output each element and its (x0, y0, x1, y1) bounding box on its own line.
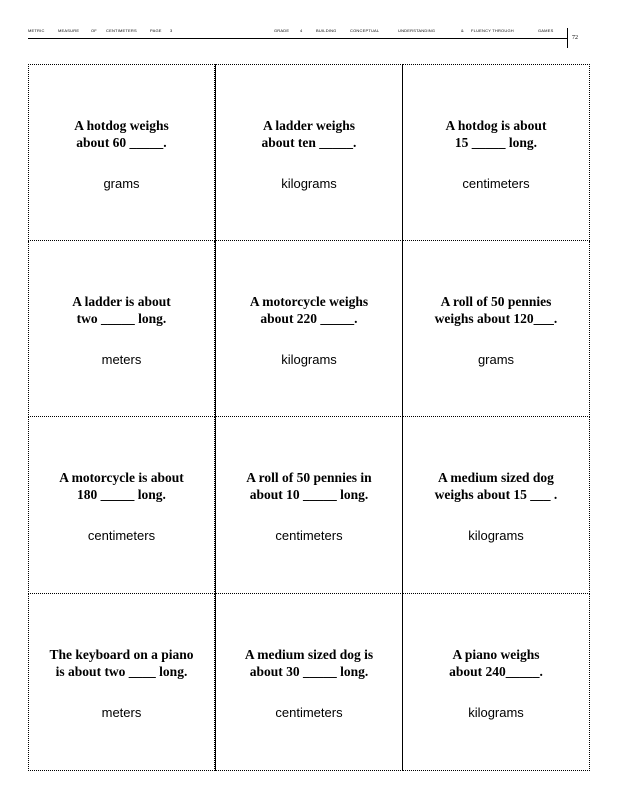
card (28, 241, 215, 417)
header-vertical-divider (567, 28, 568, 48)
card-question: A hotdog weighs about 60 _____. (74, 118, 169, 150)
card-question: A medium sized dog weighs about 15 ___ . (434, 470, 558, 502)
header-word: MEASURE (58, 28, 80, 33)
card-answer: centimeters (275, 705, 343, 720)
card-answer: centimeters (275, 528, 343, 543)
header-word: UNDERSTANDING (398, 28, 436, 33)
card (403, 594, 590, 771)
card (28, 417, 215, 594)
card (215, 417, 403, 594)
card (28, 64, 215, 241)
card-question: A ladder weighs about ten _____. (261, 118, 357, 150)
card (28, 594, 215, 771)
card-answer: meters (101, 352, 142, 367)
card (403, 417, 590, 594)
page-number: 72 (572, 35, 578, 41)
header-word: 4 (300, 28, 303, 33)
header-word: METRIC (28, 28, 45, 33)
header-word: FLUENCY THROUGH (471, 28, 514, 33)
card (215, 241, 403, 417)
card-question: A hotdog is about 15 _____ long. (445, 118, 547, 150)
header-word: GAMES (538, 28, 554, 33)
card-question: A motorcycle weighs about 220 _____. (249, 294, 369, 326)
header-word: CONCEPTUAL (350, 28, 380, 33)
card-question: The keyboard on a piano is about two ____ long. (49, 647, 194, 679)
page-header (28, 26, 568, 38)
card-question: A motorcycle is about 180 _____ long. (59, 470, 184, 502)
card-grid (28, 64, 590, 771)
card-answer: meters (101, 705, 142, 720)
card-answer: kilograms (468, 528, 524, 543)
header-word: OF (91, 28, 97, 33)
header-word: & (461, 28, 464, 33)
card-answer: kilograms (281, 352, 337, 367)
card-question: A roll of 50 pennies weighs about 120___. (434, 294, 558, 326)
card-question: A medium sized dog is about 30 _____ long. (244, 647, 374, 679)
header-word: GRADE (274, 28, 290, 33)
header-word: PAGE (150, 28, 162, 33)
header-word: 3 (170, 28, 173, 33)
card-answer: kilograms (281, 176, 337, 191)
card-answer: grams (477, 352, 515, 367)
card-question: A piano weighs about 240_____. (449, 647, 543, 679)
header-word: CENTIMETERS (106, 28, 137, 33)
card (403, 241, 590, 417)
card (215, 64, 403, 241)
card-question: A roll of 50 pennies in about 10 _____ long. (246, 470, 372, 502)
card (403, 64, 590, 241)
card-answer: grams (103, 176, 140, 191)
header-divider (28, 38, 568, 39)
header-word: BUILDING (316, 28, 337, 33)
card-answer: centimeters (462, 176, 530, 191)
card-question: A ladder is about two _____ long. (72, 294, 171, 326)
card (215, 594, 403, 771)
card-answer: centimeters (87, 528, 156, 543)
card-answer: kilograms (468, 705, 524, 720)
